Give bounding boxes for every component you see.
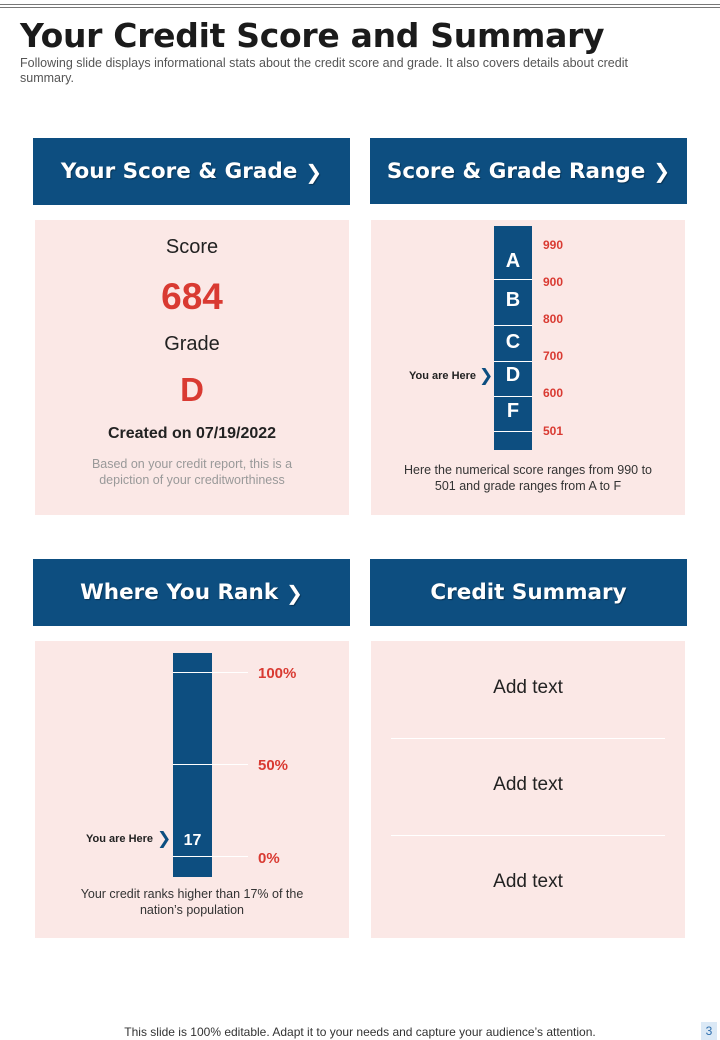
- rank-percent-label: 0%: [258, 850, 280, 867]
- pointer-chevron-icon: ❯: [157, 829, 172, 848]
- page-subtitle: Following slide displays informational stats about the credit score and grade. It also covers details about credit summary.: [20, 56, 628, 85]
- chevron-right-icon: ❯: [305, 159, 323, 184]
- grade-letter: A: [505, 250, 521, 272]
- rank-panel: [35, 641, 349, 938]
- page-number: 3: [701, 1022, 717, 1040]
- summary-header[interactable]: [370, 559, 687, 626]
- score-note: Based on your credit report, this is a depiction of your creditworthiness: [91, 457, 293, 487]
- you-are-here-label: You are Here: [409, 370, 477, 382]
- score-grade-header-label: Your Score & Grade: [60, 159, 298, 184]
- page-title: Your Credit Score and Summary: [20, 16, 605, 55]
- range-header-label: Score & Grade Range: [386, 158, 646, 184]
- grade-label: Grade: [164, 333, 220, 355]
- score-range-value: 900: [543, 275, 564, 289]
- grade-letter: D: [505, 364, 521, 386]
- rank-header[interactable]: [33, 559, 350, 626]
- range-header[interactable]: [370, 138, 687, 204]
- top-rule: [0, 4, 720, 8]
- you-are-here-label: You are Here: [86, 833, 154, 845]
- rank-percent-label: 50%: [258, 757, 289, 774]
- grade-letter: F: [506, 400, 520, 422]
- score-label: Score: [165, 236, 219, 258]
- rank-bar: [173, 653, 212, 877]
- range-note: Here the numerical score ranges from 990 to 501 and grade ranges from A to F: [403, 463, 653, 493]
- score-range-value: 501: [543, 424, 564, 438]
- rank-percent-label: 100%: [258, 665, 297, 682]
- grade-letter: C: [505, 331, 521, 353]
- score-range-value: 800: [543, 312, 564, 326]
- summary-panel: [371, 641, 685, 938]
- chevron-right-icon: ❯: [653, 159, 671, 183]
- range-panel: [371, 220, 685, 515]
- score-range-value: 990: [543, 238, 564, 252]
- score-range-value: 700: [543, 349, 564, 363]
- summary-text-item[interactable]: Add text: [493, 677, 563, 698]
- score-value: 684: [161, 276, 223, 317]
- summary-text-item[interactable]: Add text: [493, 871, 563, 892]
- chevron-right-icon: ❯: [286, 580, 303, 605]
- grade-letter: B: [505, 289, 521, 311]
- grade-value: D: [180, 371, 204, 408]
- score-range-value: 600: [543, 386, 564, 400]
- rank-header-label: Where You Rank: [80, 580, 279, 605]
- created-date: Created on 07/19/2022: [107, 425, 277, 442]
- rank-value: 17: [183, 832, 202, 849]
- summary-text-item[interactable]: Add text: [493, 774, 563, 795]
- pointer-chevron-icon: ❯: [479, 366, 494, 385]
- score-grade-header[interactable]: [33, 138, 350, 205]
- rank-note: Your credit ranks higher than 17% of the nation’s population: [80, 887, 304, 917]
- grade-range-bar: [494, 226, 532, 450]
- score-grade-panel: [35, 220, 349, 515]
- footer-text: This slide is 100% editable. Adapt it to your needs and capture your audience’s attention.: [124, 1025, 596, 1039]
- summary-header-label: Credit Summary: [430, 580, 627, 605]
